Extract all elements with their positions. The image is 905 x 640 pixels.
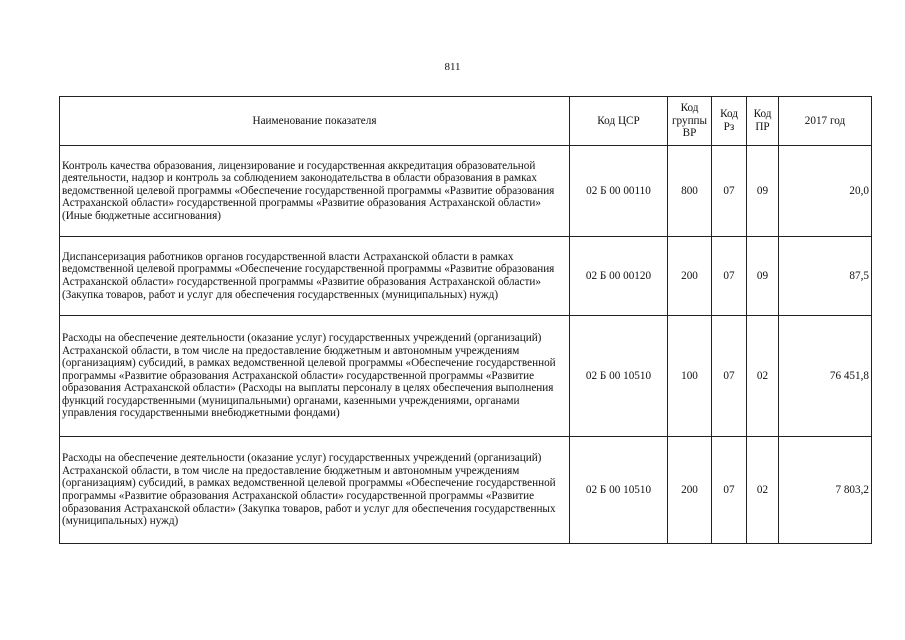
header-pr-code: Код ПР bbox=[747, 97, 779, 146]
header-name: Наименование показателя bbox=[60, 97, 570, 146]
row-csr-code: 02 Б 00 10510 bbox=[570, 437, 668, 544]
row-csr-code: 02 Б 00 10510 bbox=[570, 316, 668, 437]
row-vr-code: 200 bbox=[668, 437, 712, 544]
row-rz-code: 07 bbox=[712, 316, 747, 437]
table-header-row bbox=[60, 97, 872, 146]
budget-table bbox=[59, 96, 872, 544]
row-amount: 7 803,2 bbox=[779, 437, 872, 544]
header-csr-code: Код ЦСР bbox=[570, 97, 668, 146]
row-pr-code: 09 bbox=[747, 237, 779, 316]
row-amount: 87,5 bbox=[779, 237, 872, 316]
row-name: Контроль качества образования, лицензирование и государственная аккредитация образовательной деятельности, надзор и контроль за соблюдением законодательства в области образования в рамках ведомственной целевой программы «Обеспечение государственной программы «Развитие образования Астраханской области» государственной программы «Развитие образования Астраханской области» (Иные бюджетные ассигнования) bbox=[60, 146, 570, 237]
row-amount: 20,0 bbox=[779, 146, 872, 237]
row-rz-code: 07 bbox=[712, 146, 747, 237]
row-rz-code: 07 bbox=[712, 237, 747, 316]
table-row bbox=[60, 316, 872, 437]
row-vr-code: 800 bbox=[668, 146, 712, 237]
row-name: Диспансеризация работников органов государственной власти Астраханской области в рамках ведомственной целевой программы «Обеспечение государственной программы «Развитие образования Астраханской области» государственной программы «Развитие образования Астраханской области» (Закупка товаров, работ и услуг для обеспечения государственных (муниципальных) нужд) bbox=[60, 237, 570, 316]
header-vr-code: Код группы ВР bbox=[668, 97, 712, 146]
row-pr-code: 02 bbox=[747, 437, 779, 544]
row-csr-code: 02 Б 00 00120 bbox=[570, 237, 668, 316]
row-pr-code: 09 bbox=[747, 146, 779, 237]
header-rz-code: Код Рз bbox=[712, 97, 747, 146]
row-vr-code: 100 bbox=[668, 316, 712, 437]
page-number: 811 bbox=[444, 61, 461, 73]
row-rz-code: 07 bbox=[712, 437, 747, 544]
row-vr-code: 200 bbox=[668, 237, 712, 316]
table-row bbox=[60, 237, 872, 316]
row-pr-code: 02 bbox=[747, 316, 779, 437]
header-year: 2017 год bbox=[779, 97, 872, 146]
table-row bbox=[60, 146, 872, 237]
row-name: Расходы на обеспечение деятельности (оказание услуг) государственных учреждений (организаций) Астраханской области, в том числе на предоставление бюджетным и автономным учреждениям (организациям) субсидий, в рамках ведомственной целевой программы «Обеспечение государственной программы «Развитие образования Астраханской области» государственной программы «Развитие образования Астраханской области» (Закупка товаров, работ и услуг для обеспечения государственных (муниципальных) нужд) bbox=[60, 437, 570, 544]
row-amount: 76 451,8 bbox=[779, 316, 872, 437]
table-row bbox=[60, 437, 872, 544]
row-csr-code: 02 Б 00 00110 bbox=[570, 146, 668, 237]
row-name: Расходы на обеспечение деятельности (оказание услуг) государственных учреждений (организаций) Астраханской области, в том числе на предоставление бюджетным и автономным учреждениям (организациям) субсидий, в рамках ведомственной целевой программы «Обеспечение государственной программы «Развитие образования Астраханской области» государственной программы «Развитие образования Астраханской области» (Расходы на выплаты персоналу в целях обеспечения выполнения функций государственными (муниципальными) органами, казенными учреждениями, органами управления государственными внебюджетными фондами) bbox=[60, 316, 570, 437]
